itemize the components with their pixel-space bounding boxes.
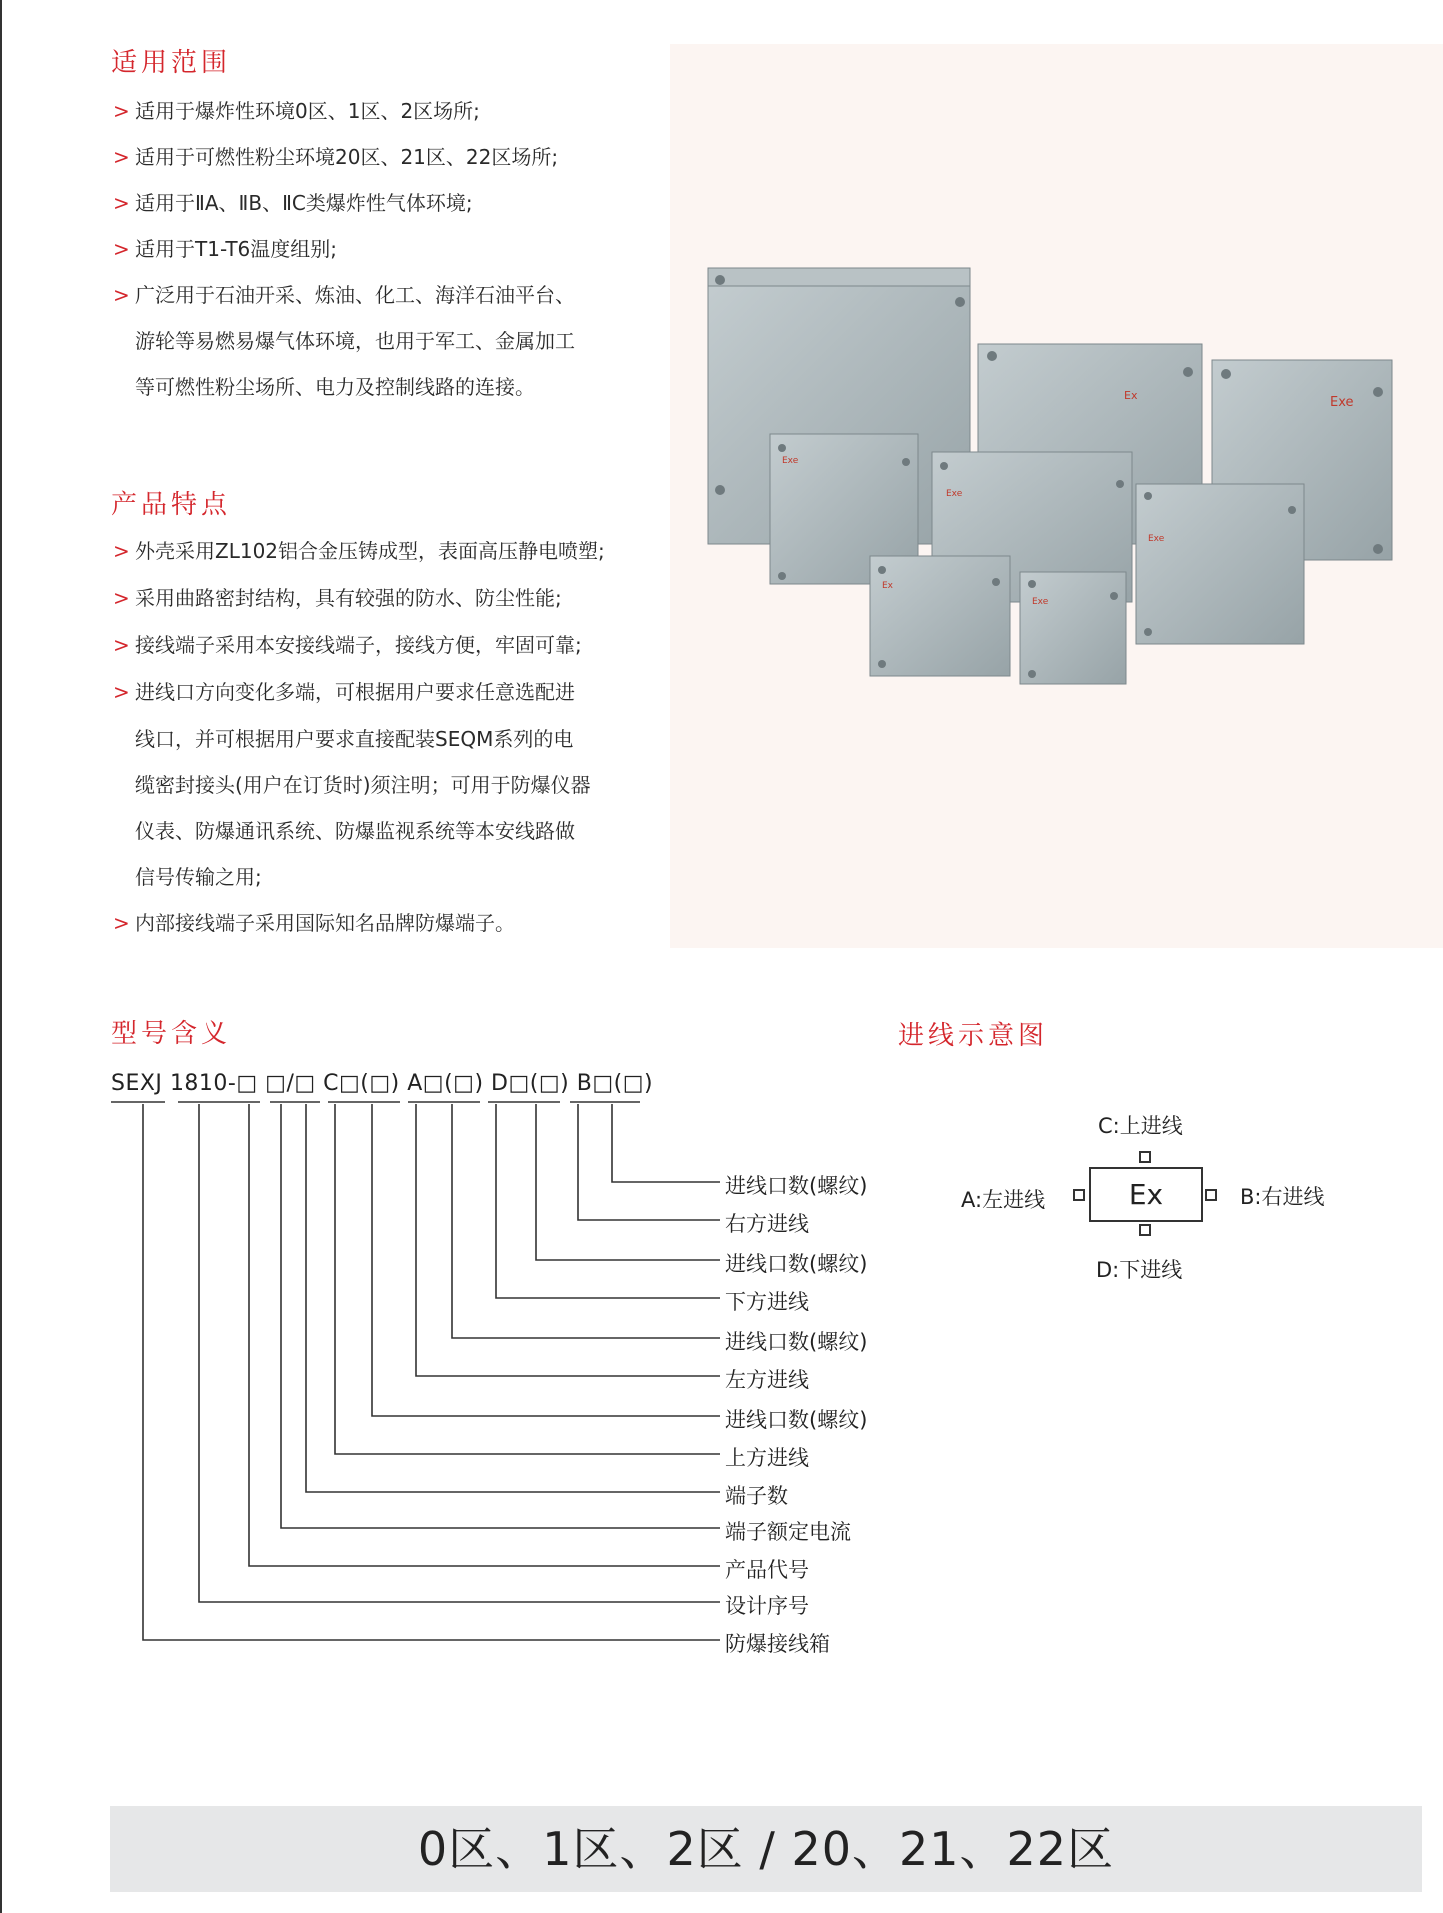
list-item-text: 游轮等易燃易爆气体环境，也用于军工、金属加工 (135, 329, 575, 353)
list-item-text: 适用于可燃性粉尘环境20区、21区、22区场所; (135, 145, 559, 169)
list-item-continuation (113, 762, 605, 808)
box-label: Exe (1032, 597, 1049, 607)
product-photo-panel (670, 44, 1443, 948)
list-item-text: 仪表、防爆通讯系统、防爆监视系统等本安线路做 (135, 819, 575, 843)
bullet-marker: > (113, 539, 130, 563)
list-item-text: 采用曲路密封结构，具有较强的防水、防尘性能; (135, 586, 562, 610)
list-item-continuation (113, 364, 575, 410)
scope-title: 适用范围 (111, 48, 232, 78)
leader-line (143, 1104, 720, 1640)
list-item (113, 134, 575, 180)
bullet-marker: > (113, 911, 130, 935)
list-item-text: 适用于ⅡA、ⅡB、ⅡC类爆炸性气体环境; (135, 191, 473, 215)
diagram-title: 进线示意图 (898, 1021, 1049, 1051)
features-title: 产品特点 (111, 490, 232, 520)
leader-line (496, 1104, 720, 1298)
list-item (113, 272, 575, 318)
bullet-marker: > (113, 633, 130, 657)
legend-label: 设计序号 (725, 1594, 809, 1618)
diagram-tab-right (1205, 1189, 1217, 1201)
leader-line (612, 1104, 720, 1182)
list-item (113, 669, 605, 716)
model-code-part: C□(□) (323, 1071, 400, 1096)
legend-label: 产品代号 (725, 1558, 809, 1582)
junction-box-small-left (870, 556, 1010, 676)
leader-line (335, 1104, 720, 1454)
scope-list (113, 88, 575, 410)
bullet-marker: > (113, 145, 130, 169)
list-item-continuation (113, 854, 605, 900)
legend-label: 左方进线 (725, 1368, 809, 1392)
list-item-text: 信号传输之用; (135, 865, 262, 889)
diagram-top-label: C:上进线 (1098, 1114, 1183, 1138)
model-code-part: 1810-□ (169, 1071, 258, 1096)
box-label: Exe (782, 456, 799, 466)
model-code-part: B□(□) (576, 1071, 654, 1096)
legend-label: 上方进线 (725, 1446, 809, 1470)
list-item (113, 575, 605, 622)
junction-boxes-illustration (670, 44, 1443, 948)
legend-label: 进线口数(螺纹) (725, 1330, 868, 1354)
box-label: Ex (882, 581, 894, 591)
model-code-part: A□(□) (407, 1071, 484, 1096)
bullet-marker: > (113, 237, 130, 261)
junction-box-small-right (1020, 572, 1126, 684)
list-item-text: 内部接线端子采用国际知名品牌防爆端子。 (135, 911, 515, 935)
list-item-continuation (113, 716, 605, 762)
legend-label: 端子额定电流 (725, 1520, 851, 1544)
leader-line (578, 1104, 720, 1220)
diagram-left-label: A:左进线 (961, 1188, 1046, 1212)
diagram-tab-bottom (1139, 1224, 1151, 1236)
box-label: Ex (1124, 389, 1138, 402)
bullet-marker: > (113, 191, 130, 215)
legend-label: 进线口数(螺纹) (725, 1252, 868, 1276)
features-list (113, 528, 605, 947)
leader-line (452, 1104, 720, 1338)
legend-label: 进线口数(螺纹) (725, 1408, 868, 1432)
legend-label: 防爆接线箱 (725, 1632, 830, 1656)
list-item-text: 等可燃性粉尘场所、电力及控制线路的连接。 (135, 375, 535, 399)
diagram-tab-left (1073, 1189, 1085, 1201)
legend-label: 端子数 (725, 1484, 788, 1508)
bullet-marker: > (113, 680, 130, 704)
list-item-text: 接线端子采用本安接线端子，接线方便，牢固可靠; (135, 633, 582, 657)
model-code-part: SEXJ (111, 1071, 163, 1096)
leader-line (416, 1104, 720, 1376)
diagram-right-label: B:右进线 (1240, 1185, 1325, 1209)
list-item-text: 外壳采用ZL102铝合金压铸成型，表面高压静电喷塑; (135, 539, 605, 563)
bullet-marker: > (113, 283, 130, 307)
model-legend-lines (0, 1100, 740, 1660)
zone-footer-band: 0区、1区、2区 / 20、21、22区 (110, 1806, 1422, 1892)
list-item-text: 适用于爆炸性环境0区、1区、2区场所; (135, 99, 480, 123)
diagram-ex-box: Ex (1089, 1167, 1203, 1222)
box-label: Exe (1148, 534, 1165, 544)
legend-label: 右方进线 (725, 1212, 809, 1236)
legend-label: 下方进线 (725, 1290, 809, 1314)
list-item-text: 适用于T1-T6温度组别; (135, 237, 338, 261)
leader-line (249, 1104, 720, 1566)
box-label: Exe (1330, 395, 1354, 410)
list-item-continuation (113, 808, 605, 854)
model-code-part: D□(□) (491, 1071, 570, 1096)
model-code-part: □/□ (265, 1071, 316, 1096)
bullet-marker: > (113, 99, 130, 123)
list-item-continuation (113, 318, 575, 364)
legend-label: 进线口数(螺纹) (725, 1174, 868, 1198)
list-item (113, 528, 605, 575)
list-item (113, 88, 575, 134)
junction-box-middle-right (1136, 484, 1304, 644)
model-title: 型号含义 (111, 1019, 232, 1049)
list-item (113, 622, 605, 669)
leader-line (281, 1104, 720, 1528)
list-item-text: 缆密封接头(用户在订货时)须注明；可用于防爆仪器 (135, 773, 591, 797)
list-item (113, 180, 575, 226)
diagram-tab-top (1139, 1151, 1151, 1163)
list-item (113, 900, 605, 947)
list-item-text: 线口，并可根据用户要求直接配装SEQM系列的电 (135, 727, 574, 751)
bullet-marker: > (113, 586, 130, 610)
box-label: Exe (946, 489, 963, 499)
list-item-text: 广泛用于石油开采、炼油、化工、海洋石油平台、 (135, 283, 575, 307)
list-item-text: 进线口方向变化多端，可根据用户要求任意选配进 (135, 680, 575, 704)
model-code (111, 1071, 653, 1096)
list-item (113, 226, 575, 272)
diagram-bottom-label: D:下进线 (1096, 1258, 1183, 1282)
